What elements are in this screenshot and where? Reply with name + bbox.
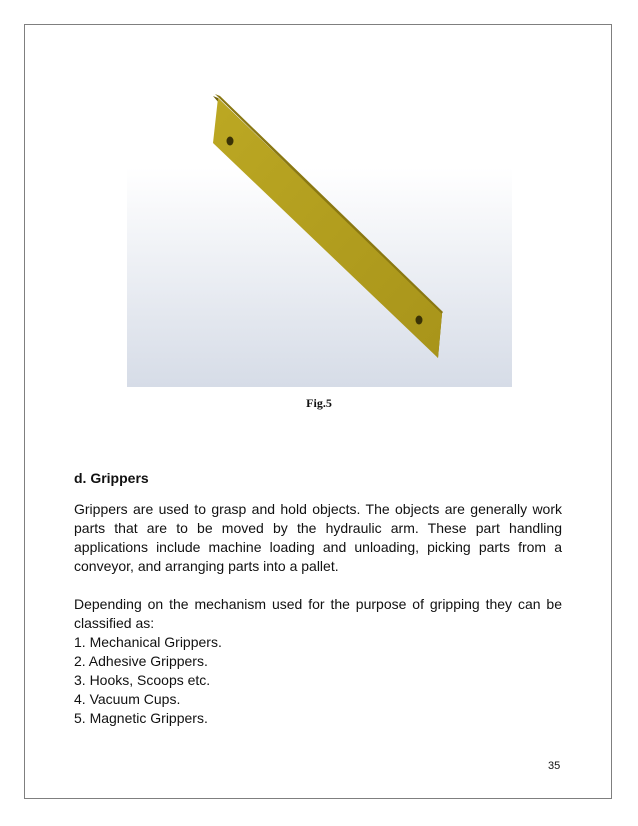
gripper-types-list: [74, 633, 222, 728]
list-item: 3. Hooks, Scoops etc.: [74, 672, 211, 688]
plate-hole-bottom: [416, 316, 423, 325]
gripper-plate-render: [127, 74, 512, 387]
plate-hole-top: [227, 137, 234, 146]
paragraph-classification: Depending on the mechanism used for the purpose of gripping they can be classified as:: [74, 596, 562, 631]
figure-gripper-plate: [127, 74, 512, 387]
paragraph-grippers-intro: Grippers are used to grasp and hold objects. The objects are generally work parts that are to be moved by the hydraulic arm. These part handling applications include machine loading and unloading, picking parts from a conveyor, and arranging parts into a pallet.: [74, 501, 562, 574]
list-item: 2. Adhesive Grippers.: [74, 653, 208, 669]
list-item: 1. Mechanical Grippers.: [74, 634, 222, 650]
page-number: 35: [548, 760, 561, 772]
section-heading: d. Grippers: [74, 470, 149, 486]
list-item: 5. Magnetic Grippers.: [74, 710, 208, 726]
figure-caption: Fig.5: [306, 396, 332, 410]
list-item: 4. Vacuum Cups.: [74, 691, 181, 707]
